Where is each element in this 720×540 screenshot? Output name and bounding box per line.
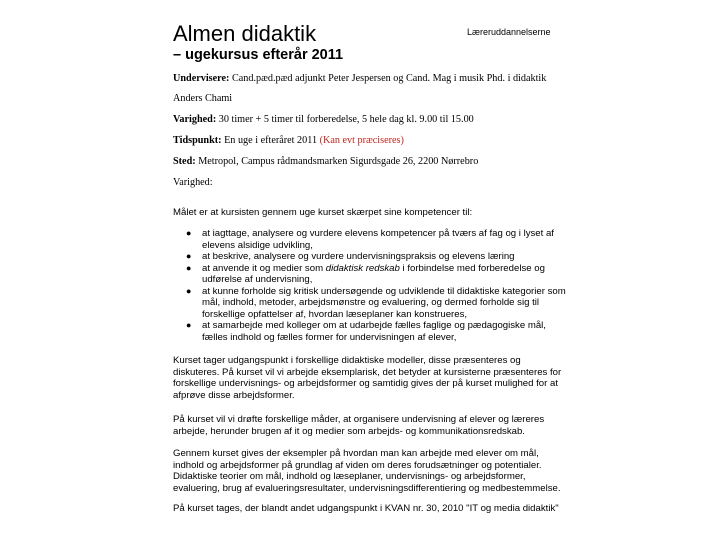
teachers-value: Cand.pæd.pæd adjunkt Peter Jespersen og Cand. Mag i musik Phd. i didaktik <box>231 73 547 84</box>
bullet-icon: ● <box>186 285 192 296</box>
list-item <box>186 228 566 251</box>
paragraph-line: arbejde, herunder brugen af it og medier som arbejds- og kommunikationsredskab. <box>173 425 525 437</box>
time-line <box>173 135 404 147</box>
teachers-line-2: Anders Chami <box>173 93 233 104</box>
list-item-line: mål, indhold, metoder, arbejdsmønstre og evaluering, og dermed forholde sig til <box>202 297 540 308</box>
paragraph <box>173 448 583 494</box>
paragraph <box>173 503 583 515</box>
teachers-label: Undervisere: <box>173 73 230 84</box>
paragraph-line: Didaktiske teorier om mål, indhold og læseplaner, undervisnings- og arbejdsformer, <box>173 471 526 482</box>
duration-label: Varighed: <box>173 114 217 125</box>
bullet-icon: ● <box>186 228 192 238</box>
duration-value: 30 timer + 5 timer til forberedelse, 5 hele dag kl. 9.00 til 15.00 <box>218 114 474 125</box>
paragraph-line: forskellige undervisnings- og arbejdsformer og samtidig gives der på kurset mulighed for at <box>173 378 559 389</box>
document-subtitle: – ugekursus efterår 2011 <box>173 47 344 63</box>
paragraph <box>173 414 583 437</box>
place-line <box>173 156 478 168</box>
place-label: Sted: <box>173 156 196 167</box>
list-item-line: at beskrive, analysere og vurdere undervisningspraksis og elevens læring <box>202 251 515 262</box>
list-item-emphasis: didaktisk redskab <box>325 262 400 274</box>
paragraph-line: afprøve disse arbejdsformer. <box>173 389 295 401</box>
paragraph-line: indhold og arbejdsformer på grundlag af viden om deres forudsætninger og potentialer. <box>173 459 542 471</box>
list-item-text: i forbindelse med forberedelse og <box>399 262 545 274</box>
paragraph-line: På kurset vil vi drøfte forskellige måder, at organisere undervisning af elever og læreres <box>173 414 545 425</box>
goal-list <box>186 228 566 343</box>
list-item <box>186 286 566 321</box>
bullet-icon: ● <box>186 320 192 330</box>
time-note: (Kan evt præciseres) <box>319 135 404 146</box>
paragraph <box>173 355 583 401</box>
list-item-line: udførelse af undervisning, <box>202 274 313 285</box>
paragraph-line: Gennem kurset gives der eksempler på hvordan man kan arbejde med elever om mål, <box>173 448 539 459</box>
bullet-icon: ● <box>186 262 192 273</box>
list-item-line: at samarbejde med kolleger om at udarbejde fælles faglige og pædagogiske mål, <box>202 320 546 331</box>
time-value: En uge i efteråret 2011 <box>224 135 318 146</box>
list-item <box>186 251 566 263</box>
list-item-text: at anvende it og medier som <box>202 262 326 274</box>
goal-intro: Målet er at kursisten gennem uge kurset skærpet sine kompetencer til: <box>173 207 473 218</box>
list-item-line <box>202 263 566 275</box>
time-label: Tidspunkt: <box>173 135 222 146</box>
paragraph-line: Kurset tager udgangspunkt i forskellige didaktiske modeller, disse præsenteres og <box>173 355 521 366</box>
bullet-icon: ● <box>186 251 192 261</box>
document-title: Almen didaktik <box>173 21 317 46</box>
paragraph-line: På kurset tages, der blandt andet udgangspunkt i KVAN nr. 30, 2010 "IT og media didaktik" <box>173 503 559 514</box>
paragraph-line: diskuteres. På kurset vil vi arbejde eksemplarisk, det betyder at kursisterne præsenteres for <box>173 366 562 378</box>
place-value: Metropol, Campus rådmandsmarken Sigurdsgade 26, 2200 Nørrebro <box>198 156 479 167</box>
list-item-line: elevens alsidige udvikling, <box>202 239 313 251</box>
list-item-line: forskellige opfattelser af, hvordan læseplaner kan konstrueres, <box>202 308 468 320</box>
list-item-line: at kunne forholde sig kritisk undersøgende og udviklende til didaktiske kategorier som <box>202 285 566 297</box>
paragraph-line: evaluering, brug af evalueringsresultater, undervisningsdifferentiering og medbestemmelse. <box>173 482 561 494</box>
organization-label: Læreruddannelserne <box>467 27 551 37</box>
list-item-line: at iagttage, analysere og vurdere elevens kompetencer på tværs af fag og i lyset af <box>202 228 554 239</box>
list-item-line: fælles indhold og fælles former for undervisningen af elever, <box>202 331 457 343</box>
list-item <box>186 320 566 343</box>
duration-line <box>173 114 474 126</box>
teachers-line <box>173 73 546 85</box>
duration2-label: Varighed: <box>173 177 213 188</box>
list-item <box>186 263 566 286</box>
